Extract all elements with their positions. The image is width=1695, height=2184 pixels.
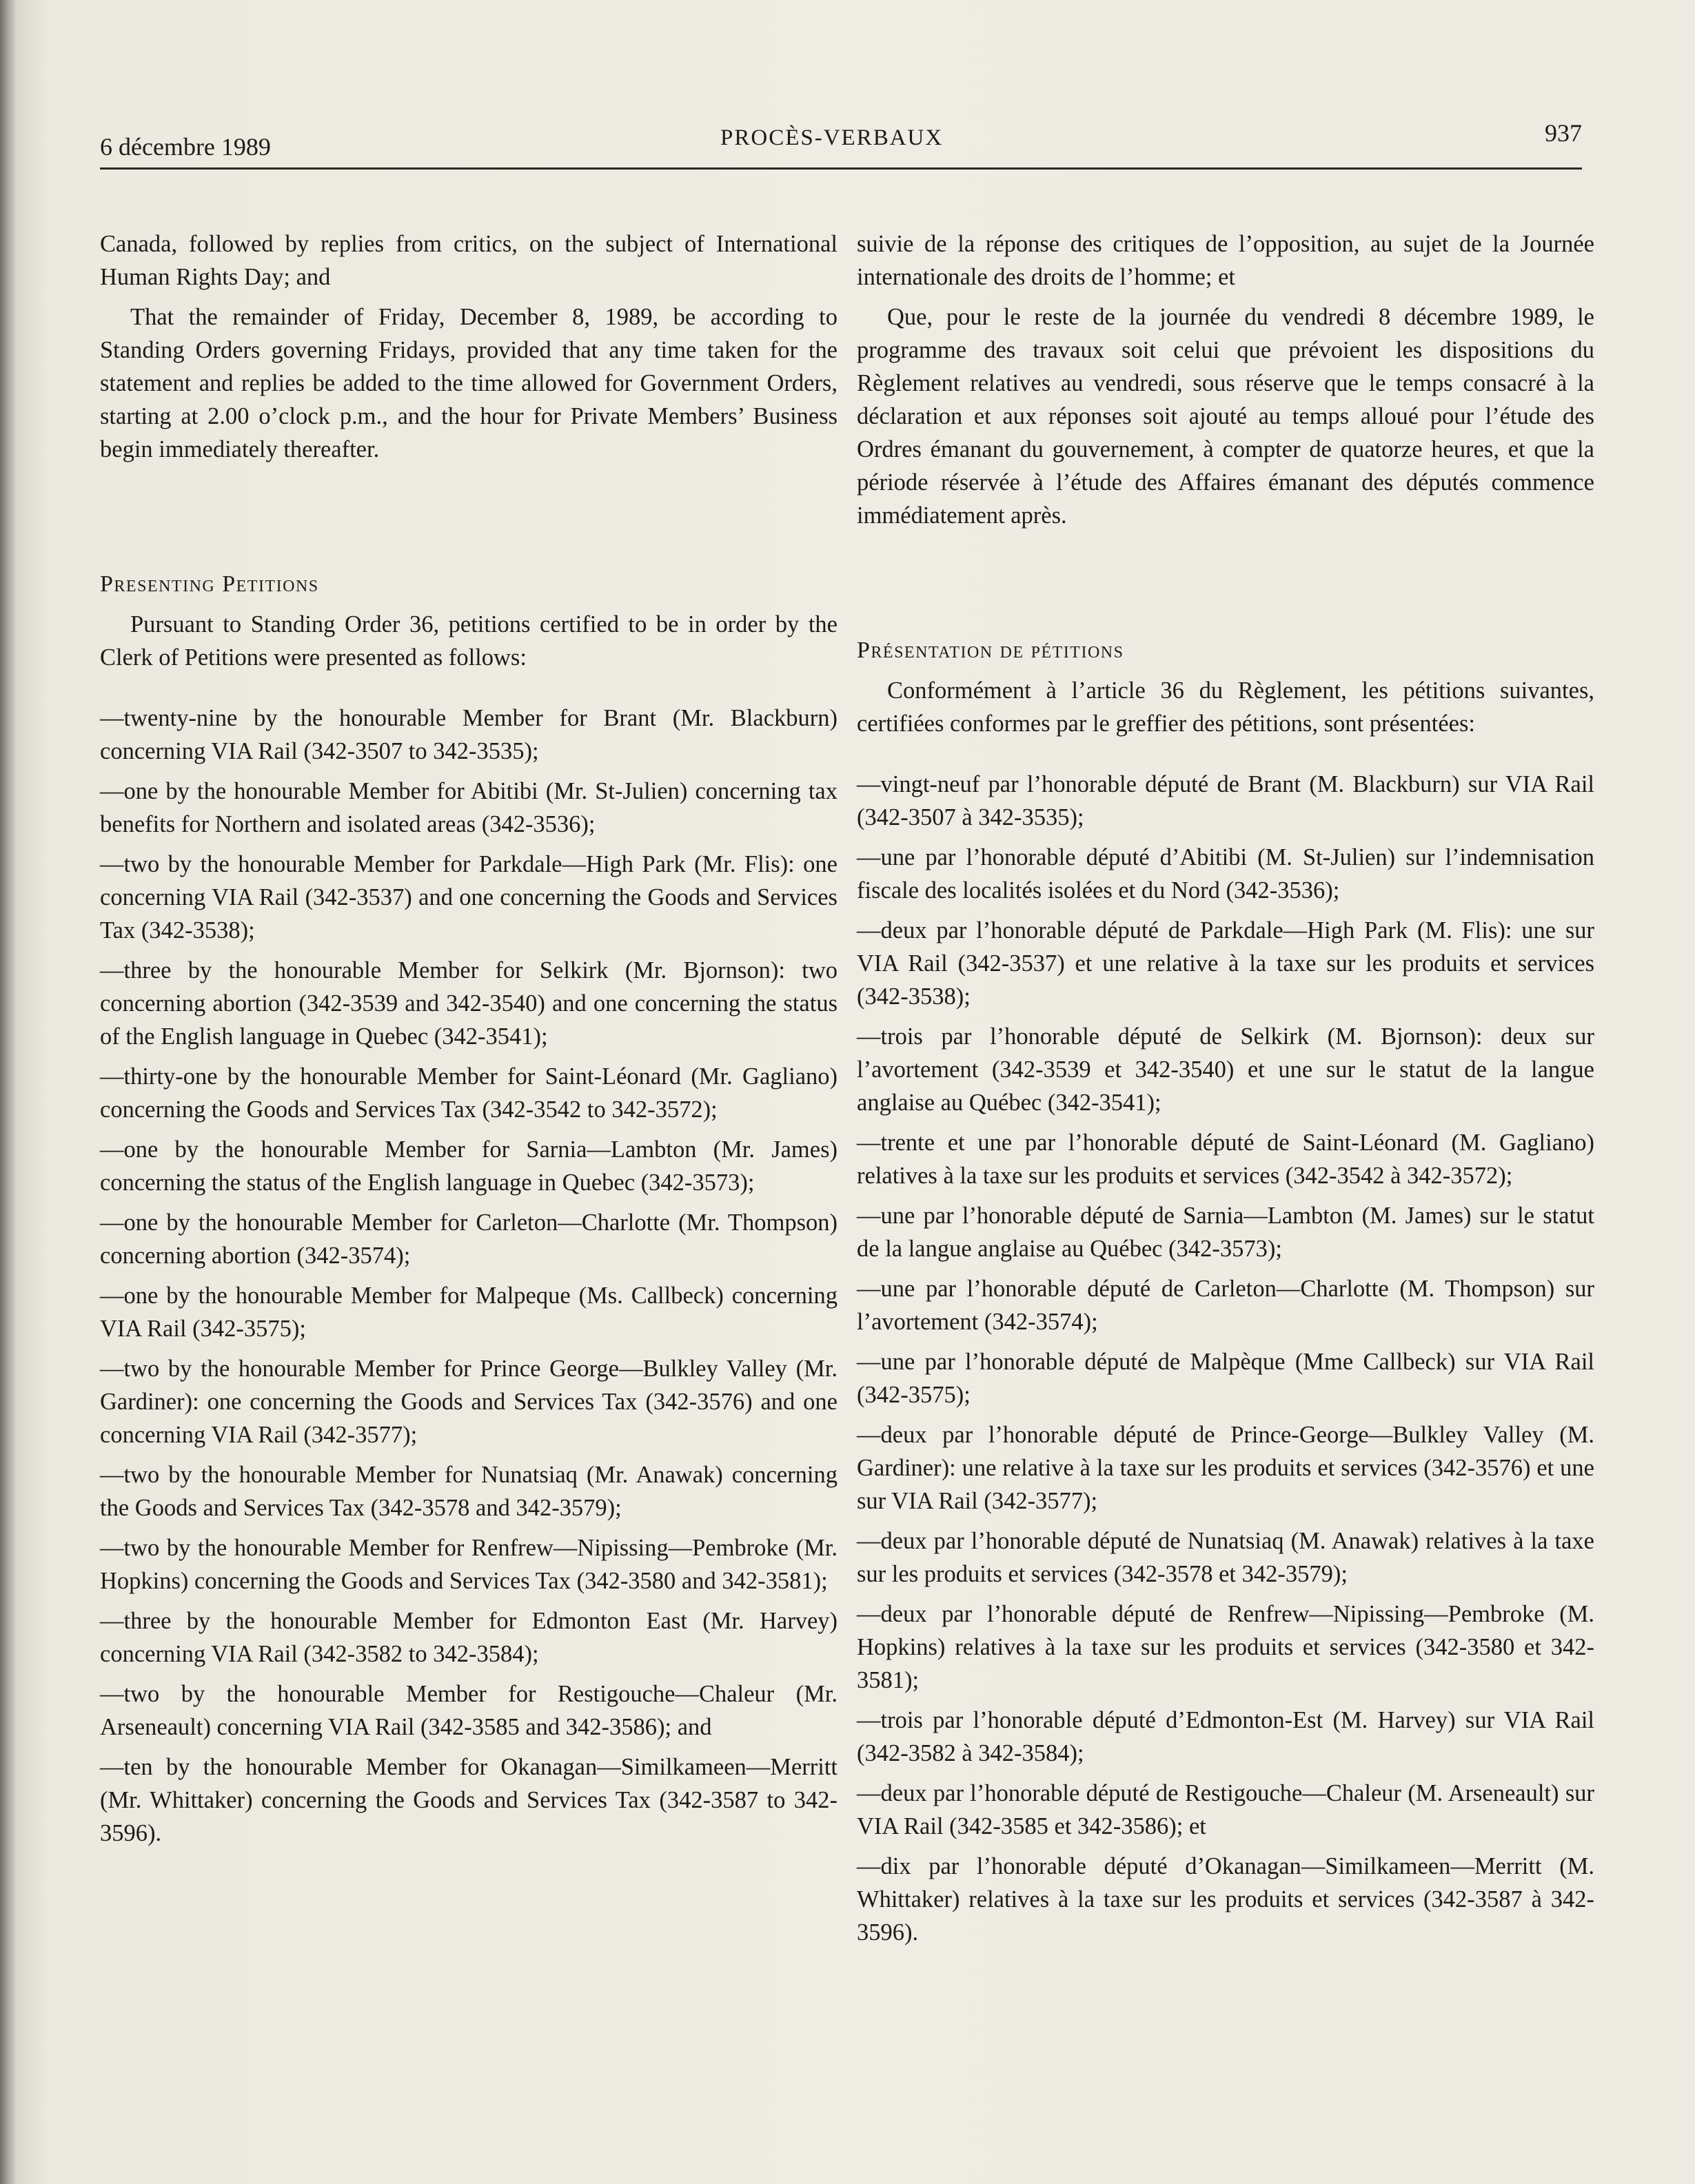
petition-item: —vingt-neuf par l’honorable député de Brant (M. Blackburn) sur VIA Rail (342-3507 à 342-3535); bbox=[857, 771, 1594, 830]
petition-item: —one by the honourable Member for Sarnia—Lambton (Mr. James) concerning the status of the English language in Quebec (342-3573); bbox=[100, 1136, 838, 1196]
section-lead: Conformément à l’article 36 du Règlement, les pétitions suivantes, certifiées conformes par le greffier des pétitions, sont présentées: bbox=[857, 677, 1594, 737]
petition-item: —deux par l’honorable député de Nunatsiaq (M. Anawak) relatives à la taxe sur les produits et services (342-3578 et 342-3579); bbox=[857, 1528, 1594, 1587]
petition-item: —deux par l’honorable député de Parkdale—High Park (M. Flis): une sur VIA Rail (342-3537) et une relative à la taxe sur les produits et services (342-3538); bbox=[857, 917, 1594, 1010]
page-header bbox=[100, 117, 1582, 172]
petition-item: —two by the honourable Member for Prince George—Bulkley Valley (Mr. Gardiner): one concerning the Goods and Services Tax (342-3576) and one concerning VIA Rail (342-3577); bbox=[100, 1356, 838, 1448]
intro-paragraph: Que, pour le reste de la journée du vendredi 8 décembre 1989, le programme des travaux soit celui que prévoient les dispositions du Règlement relatives au vendredi, sous réserve que le temps consacré à la déclaration et aux réponses soit ajouté au temps alloué pour l’étude des Ordres émanant du gouvernement, à compter de quatorze heures, et que la période réservée à l’étude des Affaires émanant des députés commence immédiatement après. bbox=[857, 304, 1594, 529]
petition-item: —twenty-nine by the honourable Member for Brant (Mr. Blackburn) concerning VIA Rail (342-3507 to 342-3535); bbox=[100, 705, 838, 764]
petition-item: —trois par l’honorable député de Selkirk (M. Bjornson): deux sur l’avortement (342-3539 et 342-3540) et une sur le statut de la langue anglaise au Québec (342-3541); bbox=[857, 1023, 1594, 1116]
petition-item: —one by the honourable Member for Abitibi (Mr. St-Julien) concerning tax benefits for Northern and isolated areas (342-3536); bbox=[100, 778, 838, 837]
petition-item: —two by the honourable Member for Renfrew—Nipissing—Pembroke (Mr. Hopkins) concerning the Goods and Services Tax (342-3580 and 342-3581); bbox=[100, 1535, 838, 1594]
section-heading: Presenting Petitions bbox=[100, 571, 319, 597]
book-binding bbox=[0, 0, 15, 2184]
petition-item: —two by the honourable Member for Parkdale—High Park (Mr. Flis): one concerning VIA Rail (342-3537) and one concerning the Goods and Services Tax (342-3538); bbox=[100, 851, 838, 943]
petition-item: —two by the honourable Member for Nunatsiaq (Mr. Anawak) concerning the Goods and Services Tax (342-3578 and 342-3579); bbox=[100, 1462, 838, 1521]
petition-item: —one by the honourable Member for Carleton—Charlotte (Mr. Thompson) concerning abortion (342-3574); bbox=[100, 1210, 838, 1269]
petition-item: —three by the honourable Member for Selkirk (Mr. Bjornson): two concerning abortion (342-3539 and 342-3540) and one concerning the status of the English language in Quebec (342-3541); bbox=[100, 957, 838, 1050]
petition-item: —une par l’honorable député d’Abitibi (M. St-Julien) sur l’indemnisation fiscale des localités isolées et du Nord (342-3536); bbox=[857, 844, 1594, 904]
petition-item: —dix par l’honorable député d’Okanagan—Similkameen—Merritt (M. Whittaker) relatives à la taxe sur les produits et services (342-3587 à 342-3596). bbox=[857, 1853, 1594, 1946]
petition-item: —ten by the honourable Member for Okanagan—Similkameen—Merritt (Mr. Whittaker) concerning the Goods and Services Tax (342-3587 to 342-3596). bbox=[100, 1754, 838, 1846]
petition-item: —deux par l’honorable député de Renfrew—Nipissing—Pembroke (M. Hopkins) relatives à la taxe sur les produits et services (342-3580 et 342-3581); bbox=[857, 1601, 1594, 1693]
petition-item: —deux par l’honorable député de Prince-George—Bulkley Valley (M. Gardiner): une relative à la taxe sur les produits et services (342-3576) et une sur VIA Rail (342-3577); bbox=[857, 1422, 1594, 1514]
petition-item: —une par l’honorable député de Carleton—Charlotte (M. Thompson) sur l’avortement (342-3574); bbox=[857, 1276, 1594, 1335]
french-column bbox=[857, 227, 1594, 1956]
petition-item: —one by the honourable Member for Malpeque (Ms. Callbeck) concerning VIA Rail (342-3575); bbox=[100, 1283, 838, 1342]
intro-paragraph: That the remainder of Friday, December 8, 1989, be according to Standing Orders governing Fridays, provided that any time taken for the statement and replies be added to the time allowed for Government Orders, starting at 2.00 o’clock p.m., and the hour for Private Members’ Business begin immediately thereafter. bbox=[100, 304, 838, 462]
petition-item: —une par l’honorable député de Sarnia—Lambton (M. James) sur le statut de la langue anglaise au Québec (342-3573); bbox=[857, 1203, 1594, 1262]
header-rule bbox=[100, 167, 1582, 170]
header-title: PROCÈS-VERBAUX bbox=[720, 125, 944, 150]
header-date: 6 décembre 1989 bbox=[100, 133, 271, 161]
petition-item: —two by the honourable Member for Restigouche—Chaleur (Mr. Arseneault) concerning VIA Rail (342-3585 and 342-3586); and bbox=[100, 1681, 838, 1740]
english-column bbox=[100, 227, 838, 1857]
section-heading: Présentation de pétitions bbox=[857, 637, 1124, 663]
petition-item: —trente et une par l’honorable député de Saint-Léonard (M. Gagliano) relatives à la taxe sur les produits et services (342-3542 à 342-3572); bbox=[857, 1130, 1594, 1189]
petition-item: —deux par l’honorable député de Restigouche—Chaleur (M. Arseneault) sur VIA Rail (342-3585 et 342-3586); et bbox=[857, 1780, 1594, 1839]
petition-item: —trois par l’honorable député d’Edmonton-Est (M. Harvey) sur VIA Rail (342-3582 à 342-3584); bbox=[857, 1707, 1594, 1766]
petition-item: —three by the honourable Member for Edmonton East (Mr. Harvey) concerning VIA Rail (342-3582 to 342-3584); bbox=[100, 1608, 838, 1667]
page-number: 937 bbox=[1545, 119, 1582, 147]
section-lead: Pursuant to Standing Order 36, petitions certified to be in order by the Clerk of Petitions were presented as follows: bbox=[100, 611, 838, 671]
petition-item: —thirty-one by the honourable Member for Saint-Léonard (Mr. Gagliano) concerning the Goods and Services Tax (342-3542 to 342-3572); bbox=[100, 1063, 838, 1123]
intro-paragraph: suivie de la réponse des critiques de l’opposition, au sujet de la Journée internationale des droits de l’homme; et bbox=[857, 231, 1594, 290]
intro-paragraph: Canada, followed by replies from critics, on the subject of International Human Rights Day; and bbox=[100, 231, 838, 290]
petition-item: —une par l’honorable député de Malpèque (Mme Callbeck) sur VIA Rail (342-3575); bbox=[857, 1349, 1594, 1408]
